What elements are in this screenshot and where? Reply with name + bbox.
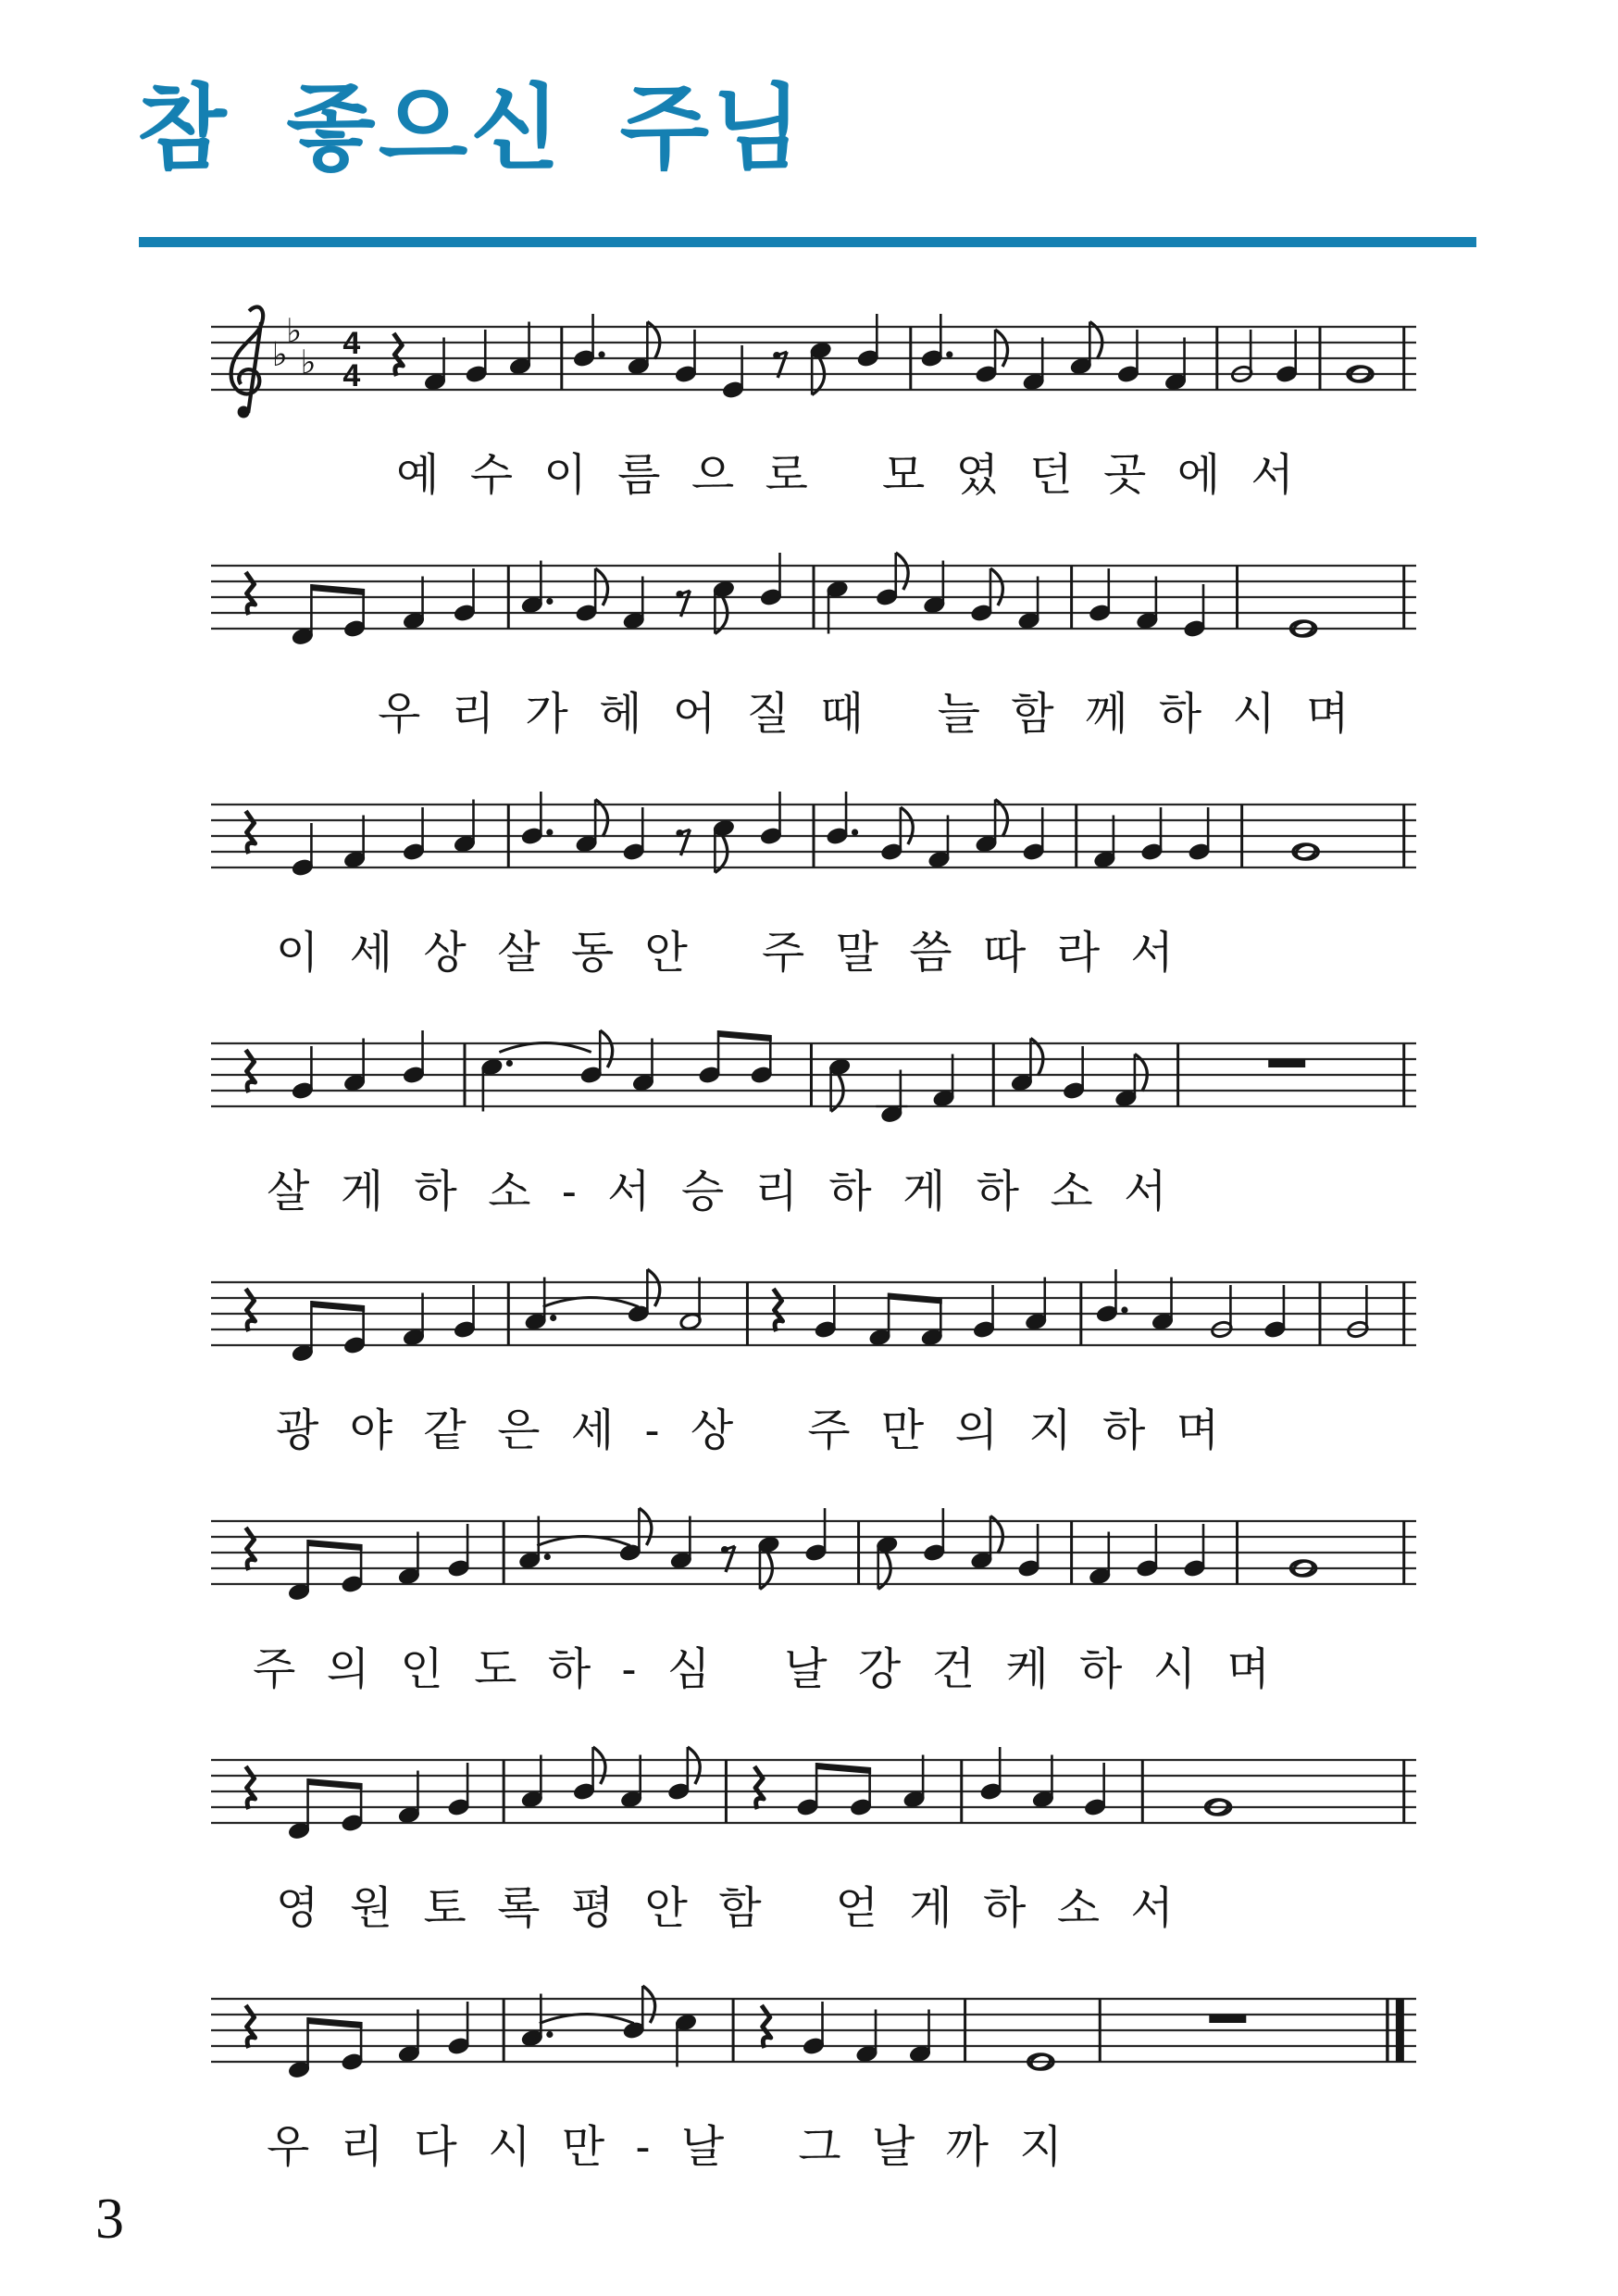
lyric-line: 우 리 가 헤 어 질 때 늘 함 께 하 시 며 — [378, 690, 1359, 739]
music-notation-staff — [211, 1011, 1416, 1152]
music-notation-staff — [211, 294, 1416, 435]
flat-sign: ♭ — [300, 343, 317, 381]
lyric-line: 주 의 인 도 하 - 심 날 강 건 케 하 시 며 — [253, 1645, 1279, 1694]
music-notation-staff — [211, 1966, 1416, 2107]
flat-sign: ♭ — [286, 311, 303, 350]
staff-system-1 — [211, 294, 1416, 533]
lyric-line: 광 야 같 은 세 - 상 주 만 의 지 하 며 — [276, 1406, 1229, 1455]
svg-text:4: 4 — [342, 326, 361, 361]
staff-system-5 — [211, 1250, 1416, 1489]
music-notation-staff — [211, 1728, 1416, 1868]
lyric-line: 살 게 하 소 - 서 승 리 하 게 하 소 서 — [267, 1167, 1176, 1217]
lyric-line: 예 수 이 름 으 로 모 였 던 곳 에 서 — [396, 451, 1303, 500]
music-notation-staff — [211, 1250, 1416, 1391]
lyric-line: 영 원 토 록 평 안 함 얻 게 하 소 서 — [276, 1884, 1183, 1933]
staff-system-4 — [211, 1011, 1416, 1250]
music-notation-staff — [211, 1489, 1416, 1629]
staff-system-2 — [211, 533, 1416, 772]
staff-system-8 — [211, 1966, 1416, 2205]
score-area — [211, 294, 1416, 2205]
lyric-line: 이 세 상 살 동 안 주 말 씀 따 라 서 — [276, 929, 1183, 978]
svg-text:4: 4 — [342, 358, 361, 393]
page-number: 3 — [95, 2188, 124, 2251]
page-title: 참 좋으신 주님 — [137, 77, 804, 181]
lyric-line: 우 리 다 시 만 - 날 그 날 까 지 — [267, 2123, 1072, 2172]
treble-clef-icon — [231, 307, 263, 418]
music-notation-staff — [211, 533, 1416, 674]
staff-system-3 — [211, 772, 1416, 1011]
flat-sign: ♭ — [271, 335, 288, 373]
title-underline — [139, 237, 1476, 247]
staff-system-6 — [211, 1489, 1416, 1728]
music-notation-staff — [211, 772, 1416, 913]
staff-system-7 — [211, 1728, 1416, 1966]
